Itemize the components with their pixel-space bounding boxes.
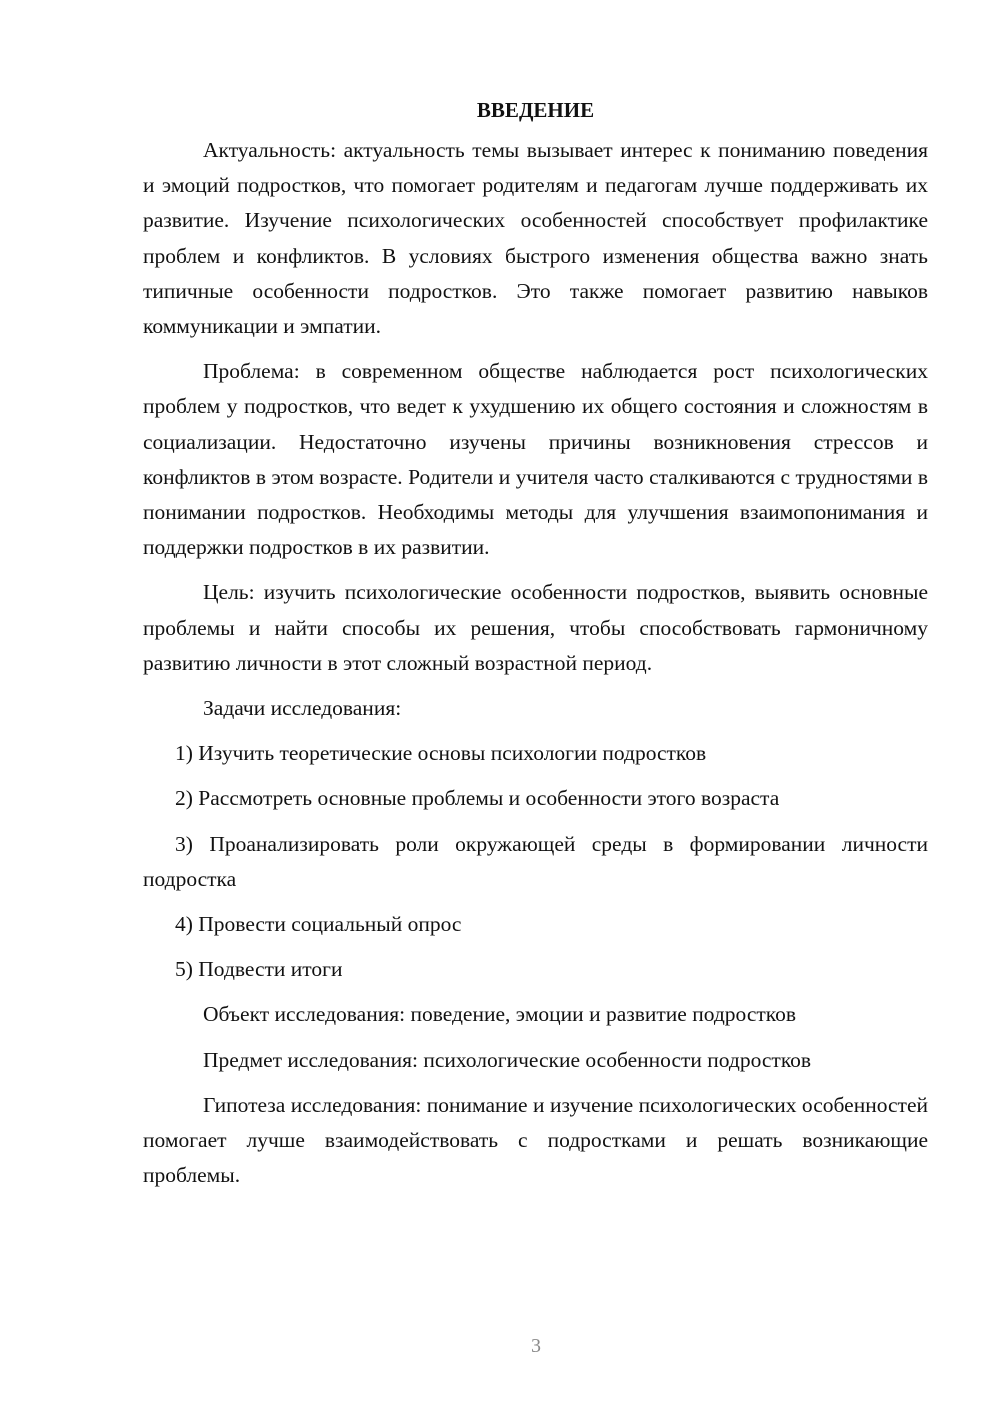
- goal-paragraph: Цель: изучить психологические особенности подростков, выявить основные проблемы и найти способы их решения, чтобы способствовать гармоничному развитию личности в этот сложный возрастной период.: [143, 580, 928, 675]
- task-item: 1) Изучить теоретические основы психологии подростков: [175, 741, 707, 766]
- object-paragraph: Объект исследования: поведение, эмоции и развитие подростков: [203, 1002, 797, 1027]
- page-title: ВВЕДЕНИЕ: [476, 98, 595, 122]
- task-item: 5) Подвести итоги: [175, 957, 343, 982]
- tasks-heading: Задачи исследования:: [203, 696, 402, 721]
- relevance-paragraph: Актуальность: актуальность темы вызывает интерес к пониманию поведения и эмоций подростков, что помогает родителям и педагогам лучше поддерживать их развитие. Изучение психологических особенностей способствует профилактике проблем и конфликтов. В условиях быстрого изменения общества важно знать типичные особенности подростков. Это также помогает развитию навыков коммуникации и эмпатии.: [143, 138, 928, 339]
- page-content: [143, 93, 928, 1203]
- hypothesis-paragraph: Гипотеза исследования: понимание и изучение психологических особенностей помогает лучше взаимодействовать с подростками и решать возникающие проблемы.: [143, 1092, 928, 1188]
- subject-paragraph: Предмет исследования: психологические особенности подростков: [203, 1047, 812, 1072]
- task-item: 3) Проанализировать роли окружающей среды в формировании личности подростка: [143, 831, 928, 891]
- task-item: 4) Провести социальный опрос: [175, 912, 462, 937]
- problem-paragraph: Проблема: в современном обществе наблюдается рост психологических проблем у подростков, что ведет к ухудшению их общего состояния и сложностям в социализации. Недостаточно изучены причины возникновения стрессов и конфликтов в этом возрасте. Родители и учителя часто сталкиваются с трудностями в понимании подростков. Необходимы методы для улучшения взаимопонимания и поддержки подростков в их развитии.: [143, 359, 928, 560]
- page-number: 3: [531, 1335, 541, 1357]
- task-item: 2) Рассмотреть основные проблемы и особенности этого возраста: [175, 786, 780, 811]
